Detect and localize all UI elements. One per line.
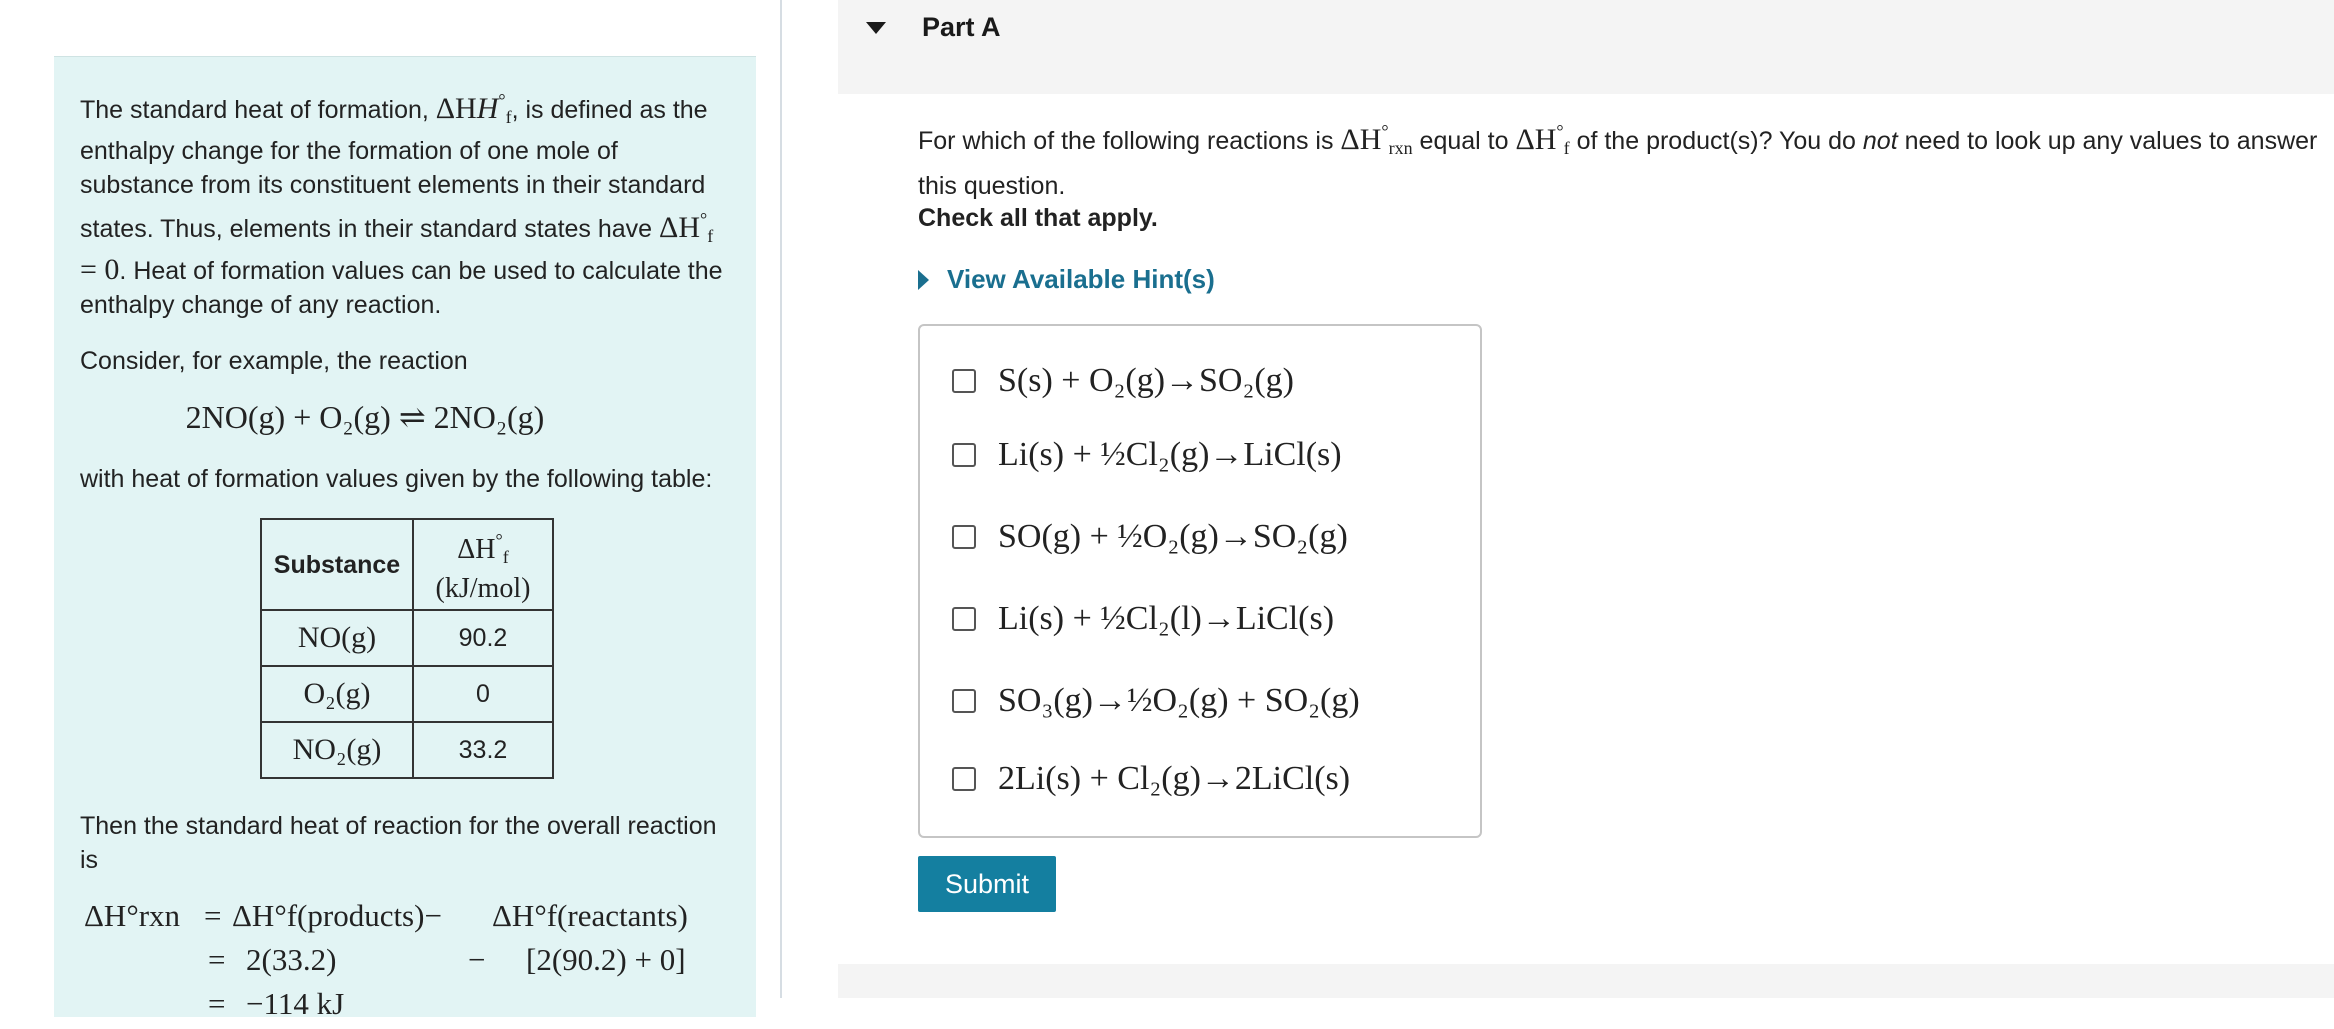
option-label: Li(s) + ½Cl₂(g)→LiCl(s) [998, 436, 1342, 473]
intro-paragraph-2: Consider, for example, the reaction [80, 347, 468, 375]
table-cell-substance: O₂(g) [261, 666, 413, 722]
intro-box [54, 56, 756, 1021]
checkbox[interactable] [952, 525, 976, 549]
calc-lhs: ΔH°rxn [84, 898, 181, 933]
option-6[interactable] [952, 760, 1350, 798]
table-header-substance: Substance [261, 519, 413, 610]
checkbox[interactable] [952, 767, 976, 791]
caret-right-icon [918, 270, 929, 290]
part-b-header[interactable] [838, 964, 2334, 998]
calc-equals: = [208, 942, 226, 977]
calc-result: −114 kJ [246, 986, 345, 1021]
question-text: For which of the following reactions is $\Delta H^\circ_{rxn}$ equal to $\Delta H^\circ_f$ of the product(s)? You do not need to look up any values to answer this question. [918, 121, 2318, 200]
option-label: S(s) + O₂(g)→SO₂(g) [998, 362, 1294, 399]
intro-paragraph-1: The standard heat of formation, $\Delta HH^\circ_f$, is defined as the enthalpy change for the formation of one mole of substance from its constituent elements in their standard states. Thus, elements in their standard states have $\Delta H^\circ_f = 0$. Heat of formation values can be used to calculate the enthalpy change of any reaction. [80, 90, 723, 319]
table-cell-value: 90.2 [413, 610, 553, 666]
option-label: Li(s) + ½Cl₂(l)→LiCl(s) [998, 600, 1335, 637]
hint-label: View Available Hint(s) [947, 264, 1215, 294]
example-reaction: 2NO(g) + O₂(g) ⇌ 2NO₂(g) [185, 399, 545, 435]
option-label: SO(g) + ½O₂(g)→SO₂(g) [998, 518, 1348, 555]
intro-paragraph-4: Then the standard heat of reaction for the overall reaction is [80, 812, 717, 874]
option-2[interactable] [952, 436, 1342, 474]
table-row [261, 722, 553, 778]
table-cell-value: 33.2 [413, 722, 553, 778]
table-header-hf: $\Delta H^\circ_f$ (kJ/mol) [413, 519, 553, 610]
calc-reactants: ΔH°f(reactants) [492, 898, 688, 933]
checkbox[interactable] [952, 689, 976, 713]
option-1[interactable] [952, 362, 1294, 400]
table-cell-substance: NO(g) [261, 610, 413, 666]
part-a-header[interactable] [838, 0, 2334, 94]
checkbox[interactable] [952, 607, 976, 631]
calc-products-value: 2(33.2) [246, 942, 337, 977]
calc-reactants-value: [2(90.2) + 0] [526, 942, 686, 977]
table-row [261, 610, 553, 666]
intro-paragraph-3: with heat of formation values given by the following table: [80, 465, 713, 493]
caret-down-icon[interactable] [866, 22, 886, 34]
table-row [261, 666, 553, 722]
calc-equals: = [204, 898, 222, 933]
part-title[interactable]: Part A [922, 12, 1001, 42]
intro-column [0, 0, 782, 1021]
table-cell-value: 0 [413, 666, 553, 722]
reaction-calculation [80, 899, 730, 1029]
view-hints-link[interactable] [918, 264, 1215, 295]
calc-equals: = [208, 986, 226, 1021]
option-label: 2Li(s) + Cl₂(g)→2LiCl(s) [998, 760, 1351, 797]
checkbox[interactable] [952, 443, 976, 467]
options-box [918, 324, 1482, 838]
checkbox[interactable] [952, 369, 976, 393]
instruction-text: Check all that apply. [918, 204, 1158, 232]
heat-of-formation-table [260, 518, 554, 779]
submit-button[interactable]: Submit [918, 856, 1056, 912]
option-5[interactable] [952, 682, 1360, 720]
calc-minus: − [468, 942, 486, 977]
hf-symbol: $\Delta HH^\circ_f$ [435, 90, 512, 127]
calc-products: ΔH°f(products)− [232, 898, 442, 933]
option-3[interactable] [952, 518, 1348, 556]
option-label: SO₃(g)→½O₂(g) + SO₂(g) [998, 682, 1360, 719]
table-cell-substance: NO₂(g) [261, 722, 413, 778]
option-4[interactable] [952, 600, 1334, 638]
